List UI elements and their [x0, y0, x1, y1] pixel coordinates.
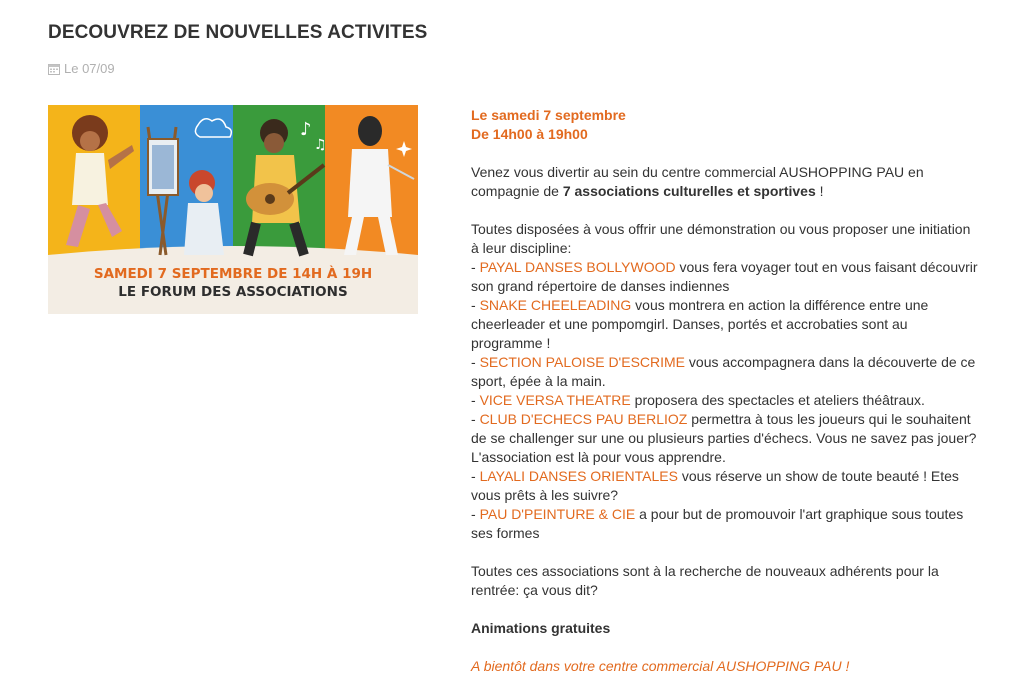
event-banner-image	[48, 105, 418, 314]
page-title: DECOUVREZ DE NOUVELLES ACTIVITES	[48, 22, 428, 43]
association-description: vous accompagnera dans la découverte de ce sport, épée à la main.	[471, 354, 976, 389]
list-item	[471, 258, 981, 296]
association-description: vous montrera en action la différence entre une cheerleader et une pompomgirl. Danses, portés et accrobaties sont au programme !	[471, 297, 929, 351]
list-dash: -	[471, 468, 480, 484]
list-dash: -	[471, 354, 480, 370]
article-body	[471, 106, 981, 676]
recruit-paragraph: Toutes ces associations sont à la recherche de nouveaux adhérents pour la rentrée: ça vous dit?	[471, 563, 939, 598]
intro-paragraph	[471, 163, 981, 201]
association-name: LAYALI DANSES ORIENTALES	[479, 468, 678, 484]
association-description: vous réserve un show de toute beauté ! Etes vous prêts à les suivre?	[471, 468, 959, 503]
event-date: Le samedi 7 septembre	[471, 107, 626, 123]
closing-message: A bientôt dans votre centre commercial AUSHOPPING PAU !	[471, 658, 850, 674]
list-item	[471, 467, 981, 505]
list-dash: -	[471, 259, 480, 275]
list-item	[471, 296, 981, 353]
intro-text: Venez vous divertir au sein du centre commercial AUSHOPPING PAU en compagnie de	[471, 164, 924, 199]
banner-date-text: SAMEDI 7 SEPTEMBRE DE 14H À 19H	[93, 266, 373, 282]
association-name: PAU D'PEINTURE & CIE	[479, 506, 636, 522]
intro-highlight: 7 associations culturelles et sportives	[562, 183, 816, 199]
association-name: VICE VERSA THEATRE	[479, 392, 631, 408]
list-dash: -	[471, 411, 480, 427]
list-dash: -	[471, 392, 480, 408]
list-item	[471, 353, 981, 391]
association-name: PAYAL DANSES BOLLYWOOD	[479, 259, 676, 275]
list-item	[471, 391, 981, 410]
svg-text:♫: ♫	[314, 137, 327, 153]
association-description: vous fera voyager tout en vous faisant découvrir son grand répertoire de danses indiennes	[471, 259, 978, 294]
svg-text:♪: ♪	[300, 119, 312, 140]
list-dash: -	[471, 506, 480, 522]
association-description: a pour but de promouvoir l'art graphique sous toutes ses formes	[471, 506, 964, 541]
intro-end: !	[815, 183, 824, 199]
association-name: SECTION PALOISE D'ESCRIME	[479, 354, 686, 370]
event-time: De 14h00 à 19h00	[471, 126, 588, 142]
calendar-icon	[48, 63, 60, 75]
list-dash: -	[471, 297, 480, 313]
banner-illustration	[48, 105, 418, 314]
publish-date-text: Le 07/09	[64, 61, 115, 76]
association-description: permettra à tous les joueurs qui le souhaitent de se challenger sur une ou plusieurs parties d'échecs. Vous ne savez pas jouer? L'association est là pour vous apprendre.	[471, 411, 977, 465]
list-item	[471, 505, 981, 543]
association-name: SNAKE CHEELEADING	[479, 297, 632, 313]
association-description: proposera des spectacles et ateliers théâtraux.	[630, 392, 925, 408]
banner-event-text: LE FORUM DES ASSOCIATIONS	[118, 284, 348, 300]
association-name: CLUB D'ECHECS PAU BERLIOZ	[479, 411, 688, 427]
free-animations-label: Animations gratuites	[471, 620, 611, 636]
list-item	[471, 410, 981, 467]
publish-date	[48, 61, 115, 76]
offer-paragraph: Toutes disposées à vous offrir une démonstration ou vous proposer une initiation à leur discipline:	[471, 221, 971, 256]
